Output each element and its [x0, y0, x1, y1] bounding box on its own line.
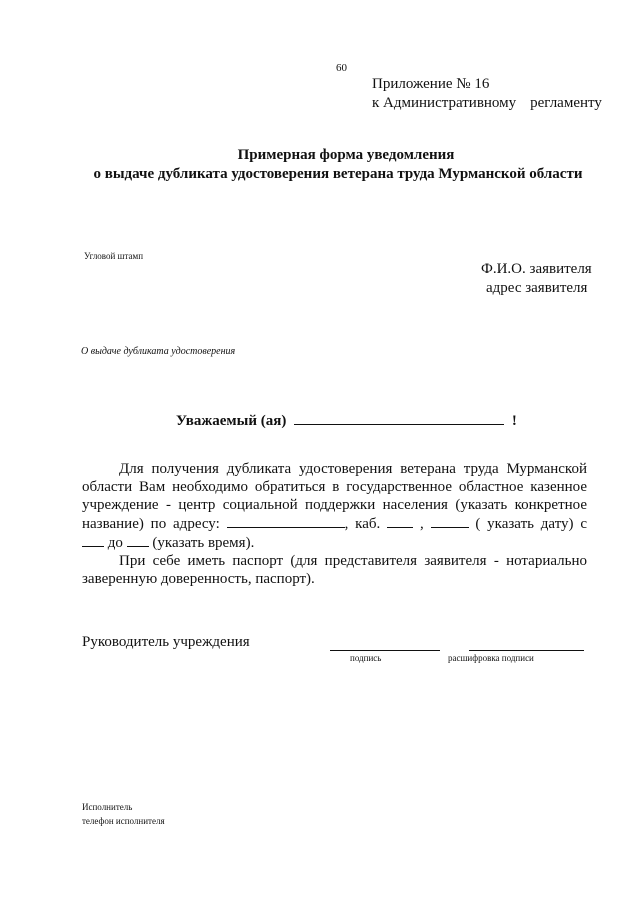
- time-from-blank: [82, 533, 104, 547]
- body-line: учреждение - центр социальной поддержки населения (указать конкретное: [82, 497, 587, 513]
- executor-label: Исполнитель: [82, 802, 133, 812]
- appendix-reference-part2: регламенту: [530, 95, 602, 111]
- document-title: [0, 146, 640, 184]
- body-line: области Вам необходимо обратиться в государственное областное казенное: [82, 479, 587, 495]
- signature-decode-caption: расшифровка подписи: [448, 653, 534, 663]
- appendix-number: Приложение № 16: [372, 76, 490, 92]
- greeting-suffix: !: [511, 413, 517, 429]
- notice-body: [82, 460, 587, 588]
- applicant-block: [481, 260, 592, 298]
- subject-line: О выдаче дубликата удостоверения: [81, 346, 236, 357]
- room-blank: [387, 514, 413, 528]
- appendix-reference: [372, 94, 602, 113]
- body-line: заверенную доверенность, паспорт).: [82, 571, 315, 587]
- signature-decode-line: [469, 650, 584, 651]
- date-blank: [431, 514, 469, 528]
- address-blank: [227, 514, 345, 528]
- executor-phone-label: телефон исполнителя: [82, 816, 165, 826]
- greeting-name-blank: [294, 410, 504, 425]
- greeting: [176, 410, 517, 430]
- signature-caption: подпись: [350, 653, 382, 663]
- applicant-address-label: адрес заявителя: [486, 280, 588, 296]
- time-to-blank: [127, 533, 149, 547]
- body-line: Для получения дубликата удостоверения ветерана труда Мурманской: [119, 461, 587, 477]
- executor-block: [82, 800, 165, 828]
- head-of-institution-label: Руководитель учреждения: [82, 634, 250, 650]
- applicant-name-label: Ф.И.О. заявителя: [481, 261, 592, 277]
- body-line: до (указать время).: [82, 533, 587, 552]
- corner-stamp-label: Угловой штамп: [84, 251, 144, 261]
- appendix-header: [372, 75, 602, 113]
- body-line: название) по адресу: , каб. , ( указать дату) с: [82, 516, 588, 532]
- body-line: При себе иметь паспорт (для представителя заявителя - нотариально: [119, 553, 587, 569]
- document-title-line2: о выдаче дубликата удостоверения ветерана труда Мурманской области: [93, 166, 583, 182]
- signature-line: [330, 650, 440, 651]
- document-title-line1: Примерная форма уведомления: [237, 147, 455, 163]
- greeting-prefix: Уважаемый (ая): [176, 413, 287, 429]
- appendix-reference-part1: к Административному: [372, 95, 517, 111]
- page-number: 60: [336, 62, 347, 74]
